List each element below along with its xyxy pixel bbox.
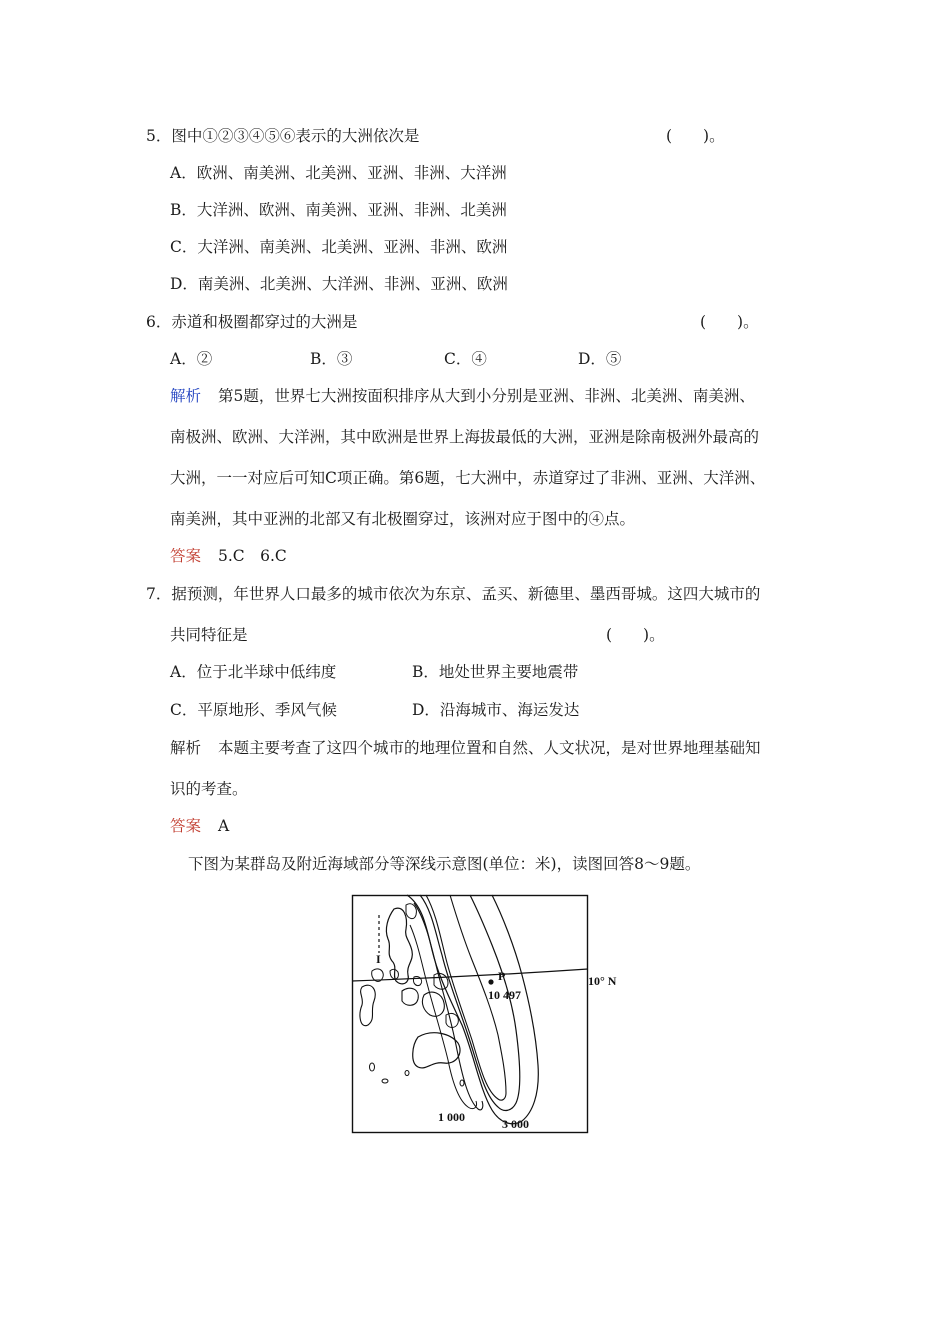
q6-answer-paren: ( )。 [700,313,759,331]
answer-label: 答案 [170,547,202,565]
analysis-line: 大洲，一一对应后可知C项正确。第6题，七大洲中，赤道穿过了非洲、亚洲、大洋洲、 [170,469,766,487]
q7-stem: 7．据预测，年世界人口最多的城市依次为东京、孟买、新德里、墨西哥城。这四大城市的 [146,585,761,603]
q7-option-a: A．位于北半球中低纬度 [170,663,337,681]
answer-label: 答案 [170,817,202,835]
contour-1000-label: 1 000 [438,1110,465,1124]
q6-option-c: C．④ [444,350,487,368]
q5-option-d: D．南美洲、北美洲、大洋洲、非洲、亚洲、欧洲 [170,275,508,293]
q5-option-a: A．欧洲、南美洲、北美洲、亚洲、非洲、大洋洲 [170,164,507,182]
depth-label: 10 497 [488,988,521,1002]
q5-stem: 5．图中①②③④⑤⑥表示的大洲依次是 [146,127,420,145]
q5-option-b: B．大洋洲、欧洲、南美洲、亚洲、非洲、北美洲 [170,201,507,219]
q6-option-a: A．② [170,350,213,368]
q6-option-d: D．⑤ [578,350,622,368]
q7-option-d: D．沿海城市、海运发达 [412,701,580,719]
point-p [488,979,493,984]
q6-stem: 6．赤道和极圈都穿过的大洲是 [146,313,358,331]
contour-3000-label: 3 000 [502,1117,529,1131]
q7-answer-paren: ( )。 [606,626,665,644]
analysis-line: 第5题，世界七大洲按面积排序从大到小分别是亚洲、非洲、北美洲、南美洲、 [218,387,755,405]
q7-stem-cont: 共同特征是 [170,626,248,644]
point-p-label: P [498,969,506,983]
analysis-label: 解析 [170,739,202,757]
q5-answer-paren: ( )。 [666,127,725,145]
figure-intro: 下图为某群岛及附近海域部分等深线示意图(单位：米)，读图回答8～9题。 [188,855,701,873]
answer-text: A [218,817,230,835]
q6-option-b: B．③ [310,350,353,368]
analysis-line: 南美洲，其中亚洲的北部又有北极圈穿过，该洲对应于图中的④点。 [170,510,636,528]
bathymetry-map [352,895,617,1133]
marker-label: I [376,952,381,966]
analysis-line: 本题主要考查了这四个城市的地理位置和自然、人文状况，是对世界地理基础知 [218,739,761,757]
analysis-label: 解析 [170,387,202,405]
analysis-line: 识的考查。 [170,780,248,798]
q5-option-c: C．大洋洲、南美洲、北美洲、亚洲、非洲、欧洲 [170,238,508,256]
q7-option-c: C．平原地形、季风气候 [170,701,337,719]
analysis-line: 南极洲、欧洲、大洋洲，其中欧洲是世界上海拔最低的大洲，亚洲是除南极洲外最高的 [170,428,760,446]
latitude-label: 10° N [588,974,617,988]
q7-option-b: B．地处世界主要地震带 [412,663,579,681]
answer-text: 5.C 6.C [218,547,287,565]
